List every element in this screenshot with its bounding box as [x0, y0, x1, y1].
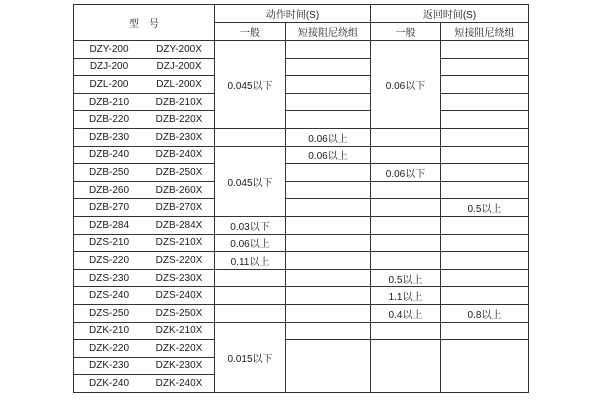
- model-cell: [74, 146, 215, 164]
- model-name: DZB-240: [88, 149, 129, 161]
- table-row: [74, 58, 529, 76]
- model-cell: [74, 111, 215, 129]
- model-name: DZY-200: [89, 43, 129, 55]
- model-name-x: DZB-270X: [155, 202, 203, 214]
- return-general-cell: [371, 234, 441, 252]
- action-damping-cell: [286, 322, 371, 340]
- table-row: [74, 269, 529, 287]
- action-damping-cell: [286, 304, 371, 322]
- return-damping-cell: [441, 164, 529, 182]
- header-return-general: 一般: [371, 23, 441, 41]
- action-general-cell: [215, 304, 286, 322]
- model-name: DZS-230: [88, 272, 129, 284]
- action-damping-cell: [286, 41, 371, 59]
- model-name: DZB-284: [88, 219, 129, 231]
- model-cell: [74, 234, 215, 252]
- model-name-x: DZB-250X: [155, 166, 203, 178]
- return-damping-cell: [441, 322, 529, 340]
- model-name-x: DZB-210X: [155, 96, 203, 108]
- action-damping-cell: [286, 111, 371, 129]
- return-general-cell: 0.4以上: [371, 304, 441, 322]
- table-row: [74, 146, 529, 164]
- table-row: [74, 128, 529, 146]
- model-cell: [74, 93, 215, 111]
- table-row: [74, 164, 529, 182]
- model-name-x: DZY-200X: [156, 43, 202, 55]
- model-name: DZK-230: [88, 360, 129, 372]
- return-damping-cell: [441, 287, 529, 305]
- return-general-cell: [371, 181, 441, 199]
- return-general-cell: 0.06以下: [371, 164, 441, 182]
- model-cell: [74, 216, 215, 234]
- table-row: [74, 340, 529, 358]
- table-row: [74, 234, 529, 252]
- return-general-cell: [371, 322, 441, 340]
- return-damping-cell: [441, 41, 529, 59]
- model-name-x: DZB-220X: [155, 114, 203, 126]
- table-row: [74, 252, 529, 270]
- model-cell: [74, 375, 215, 393]
- return-damping-cell: [441, 252, 529, 270]
- header-action-general: 一般: [215, 23, 286, 41]
- action-damping-cell: [286, 199, 371, 217]
- model-name: DZK-220: [88, 342, 129, 354]
- model-name: DZK-210: [88, 325, 129, 337]
- model-name: DZL-200: [89, 78, 129, 90]
- action-damping-cell: [286, 234, 371, 252]
- action-damping-cell: 0.06以上: [286, 128, 371, 146]
- table-row: [74, 322, 529, 340]
- table-row: [74, 181, 529, 199]
- header-action-time: 动作时间(S): [215, 5, 371, 23]
- model-name-x: DZK-220X: [155, 342, 203, 354]
- model-cell: [74, 287, 215, 305]
- model-name-x: DZL-200X: [156, 78, 202, 90]
- return-general-cell: [371, 146, 441, 164]
- return-damping-cell: [441, 181, 529, 199]
- model-cell: [74, 304, 215, 322]
- table-row: [74, 76, 529, 94]
- action-general-cell: 0.045以下: [215, 41, 286, 129]
- return-damping-cell: [441, 234, 529, 252]
- return-general-cell: [371, 128, 441, 146]
- table-row: [74, 304, 529, 322]
- model-cell: [74, 164, 215, 182]
- model-name-x: DZK-240X: [155, 378, 203, 390]
- model-name: DZB-210: [88, 96, 129, 108]
- table-row: [74, 111, 529, 129]
- action-damping-cell: [286, 269, 371, 287]
- return-damping-cell: [441, 340, 529, 393]
- model-name-x: DZB-240X: [155, 149, 203, 161]
- model-name-x: DZS-230X: [155, 272, 203, 284]
- action-general-cell: [215, 287, 286, 305]
- model-name: DZB-270: [88, 202, 129, 214]
- action-general-cell: 0.015以下: [215, 322, 286, 392]
- action-general-cell: [215, 269, 286, 287]
- return-general-cell: [371, 199, 441, 217]
- return-general-cell: 0.5以上: [371, 269, 441, 287]
- model-cell: [74, 76, 215, 94]
- action-general-cell: 0.045以下: [215, 146, 286, 216]
- model-cell: [74, 199, 215, 217]
- model-name: DZS-210: [88, 237, 129, 249]
- return-damping-cell: [441, 128, 529, 146]
- model-name-x: DZK-210X: [155, 325, 203, 337]
- action-general-cell: 0.03以下: [215, 216, 286, 234]
- action-damping-cell: [286, 93, 371, 111]
- model-name: DZS-220: [88, 254, 129, 266]
- table-row: [74, 287, 529, 305]
- model-cell: [74, 252, 215, 270]
- model-cell: [74, 41, 215, 59]
- model-name-x: DZB-260X: [155, 184, 203, 196]
- return-damping-cell: 0.5以上: [441, 199, 529, 217]
- return-damping-cell: [441, 216, 529, 234]
- header-action-damping: 短接阻尼绕组: [286, 23, 371, 41]
- action-damping-cell: [286, 216, 371, 234]
- action-damping-cell: [286, 181, 371, 199]
- return-damping-cell: [441, 58, 529, 76]
- return-general-cell: 0.06以下: [371, 41, 441, 129]
- model-cell: [74, 58, 215, 76]
- action-damping-cell: [286, 58, 371, 76]
- header-return-time: 返回时间(S): [371, 5, 529, 23]
- return-damping-cell: [441, 111, 529, 129]
- model-name: DZB-260: [88, 184, 129, 196]
- header-return-damping: 短接阻尼绕组: [441, 23, 529, 41]
- action-damping-cell: 0.06以上: [286, 146, 371, 164]
- model-name-x: DZS-240X: [155, 290, 203, 302]
- model-name-x: DZS-220X: [155, 254, 203, 266]
- model-name: DZB-250: [88, 166, 129, 178]
- model-name: DZS-240: [88, 290, 129, 302]
- model-name: DZB-220: [88, 114, 129, 126]
- return-damping-cell: 0.8以上: [441, 304, 529, 322]
- header-model: 型 号: [74, 5, 215, 41]
- action-damping-cell: [286, 76, 371, 94]
- model-name-x: DZJ-200X: [156, 61, 202, 73]
- table-row: [74, 41, 529, 59]
- action-damping-cell: [286, 340, 371, 393]
- model-name: DZK-240: [88, 378, 129, 390]
- table-row: [74, 216, 529, 234]
- model-cell: [74, 128, 215, 146]
- action-general-cell: 0.11以上: [215, 252, 286, 270]
- model-cell: [74, 322, 215, 340]
- model-cell: [74, 340, 215, 358]
- action-damping-cell: [286, 252, 371, 270]
- action-general-cell: 0.06以上: [215, 234, 286, 252]
- table-row: [74, 199, 529, 217]
- model-cell: [74, 357, 215, 375]
- model-name-x: DZB-230X: [155, 131, 203, 143]
- model-cell: [74, 181, 215, 199]
- model-name: DZB-230: [88, 131, 129, 143]
- return-general-cell: [371, 252, 441, 270]
- model-name-x: DZS-210X: [155, 237, 203, 249]
- model-name: DZS-250: [88, 307, 129, 319]
- return-damping-cell: [441, 146, 529, 164]
- return-general-cell: 1.1以上: [371, 287, 441, 305]
- action-damping-cell: [286, 287, 371, 305]
- model-name-x: DZS-250X: [155, 307, 203, 319]
- model-cell: [74, 269, 215, 287]
- return-damping-cell: [441, 269, 529, 287]
- return-general-cell: [371, 340, 441, 393]
- model-name-x: DZB-284X: [155, 219, 203, 231]
- return-damping-cell: [441, 93, 529, 111]
- header-row-groups: [74, 5, 529, 23]
- model-name: DZJ-200: [89, 61, 129, 73]
- model-name-x: DZK-230X: [155, 360, 203, 372]
- action-damping-cell: [286, 164, 371, 182]
- return-general-cell: [371, 216, 441, 234]
- action-general-cell: [215, 128, 286, 146]
- relay-spec-table: [73, 4, 529, 393]
- table-row: [74, 93, 529, 111]
- return-damping-cell: [441, 76, 529, 94]
